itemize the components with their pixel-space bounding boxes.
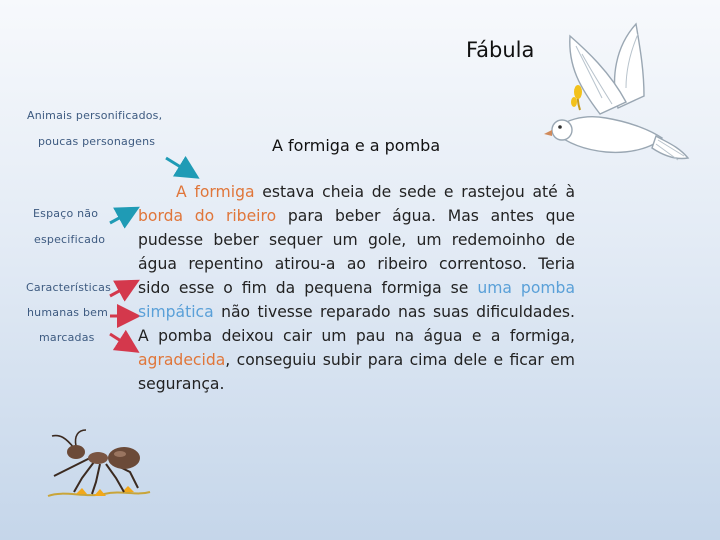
annotation-space-1: Espaço não [33,207,99,220]
story-segment-8: agradecida [138,351,226,369]
story-segment-4: uma pomba [477,279,575,297]
arrow-crimson-middle [108,306,140,326]
arrow-teal-characters [164,156,200,182]
story-segment-9: , conseguiu subir para cima dele e ficar em segurança. [138,351,575,393]
story-segment-1: estava cheia de sede e rastejou até à [254,183,575,201]
annotation-space-2: especificado [34,233,106,246]
arrow-teal-space [108,205,140,227]
story-segment-6: simpática [138,303,214,321]
annotation-characters-1: Animais personificados, [27,109,163,122]
slide-title: Fábula [466,38,535,62]
story-segment-2: borda do ribeiro [138,207,277,225]
annotation-characters-2: poucas personagens [38,135,156,148]
story-segment-0: A formiga [176,183,255,201]
annotation-traits-3: marcadas [39,331,95,344]
annotation-traits-1: Características [26,281,112,294]
arrow-crimson-up [108,278,140,300]
annotation-traits-2: humanas bem [27,306,109,319]
arrow-crimson-down [108,330,140,356]
story-title: A formiga e a pomba [272,136,441,155]
story-segment-7: não tivesse reparado nas suas dificuldades. A pomba deixou cair um pau na água e a formiga, [138,303,575,345]
ant-illustration [44,428,154,508]
story-segment-3: para beber água. Mas antes que pudesse beber sequer um gole, um redemoinho de água repentino atirou-a ao ribeiro correntoso. Teria sido esse o fim da pequena formiga se [138,207,575,297]
dove-illustration [540,18,692,182]
story-body [138,180,575,396]
